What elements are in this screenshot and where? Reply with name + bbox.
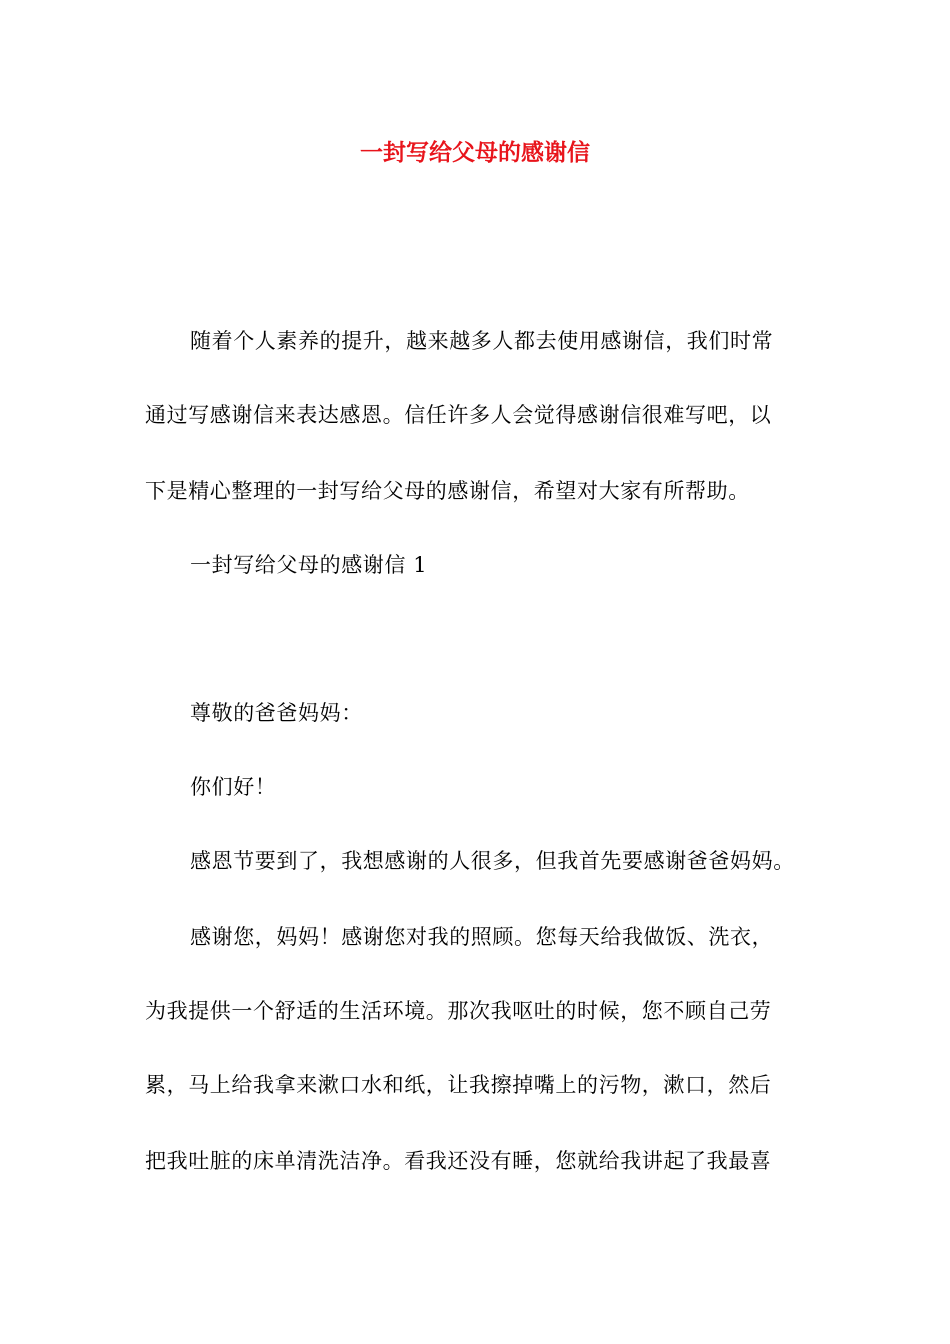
salutation: 尊敬的爸爸妈妈： [190, 701, 363, 725]
paragraph-line: 感谢您，妈妈！感谢您对我的照顾。您每天给我做饭、洗衣， [190, 925, 774, 949]
paragraph-line: 感恩节要到了，我想感谢的人很多，但我首先要感谢爸爸妈妈。 [190, 849, 795, 873]
paragraph-line: 通过写感谢信来表达感恩。信任许多人会觉得感谢信很难写吧，以 [145, 403, 772, 427]
greeting: 你们好！ [190, 775, 277, 799]
document-title: 一封写给父母的感谢信 [360, 139, 590, 166]
section-heading: 一封写给父母的感谢信 1 [190, 553, 428, 577]
paragraph-line: 随着个人素养的提升，越来越多人都去使用感谢信，我们时常 [190, 329, 774, 353]
paragraph-line: 为我提供一个舒适的生活环境。那次我呕吐的时候，您不顾自己劳 [145, 999, 772, 1023]
paragraph-line: 下是精心整理的一封写给父母的感谢信，希望对大家有所帮助。 [145, 479, 750, 503]
paragraph-line: 把我吐脏的床单清洗洁净。看我还没有睡，您就给我讲起了我最喜 [145, 1149, 772, 1173]
paragraph-line: 累，马上给我拿来漱口水和纸，让我擦掉嘴上的污物，漱口，然后 [145, 1073, 772, 1097]
